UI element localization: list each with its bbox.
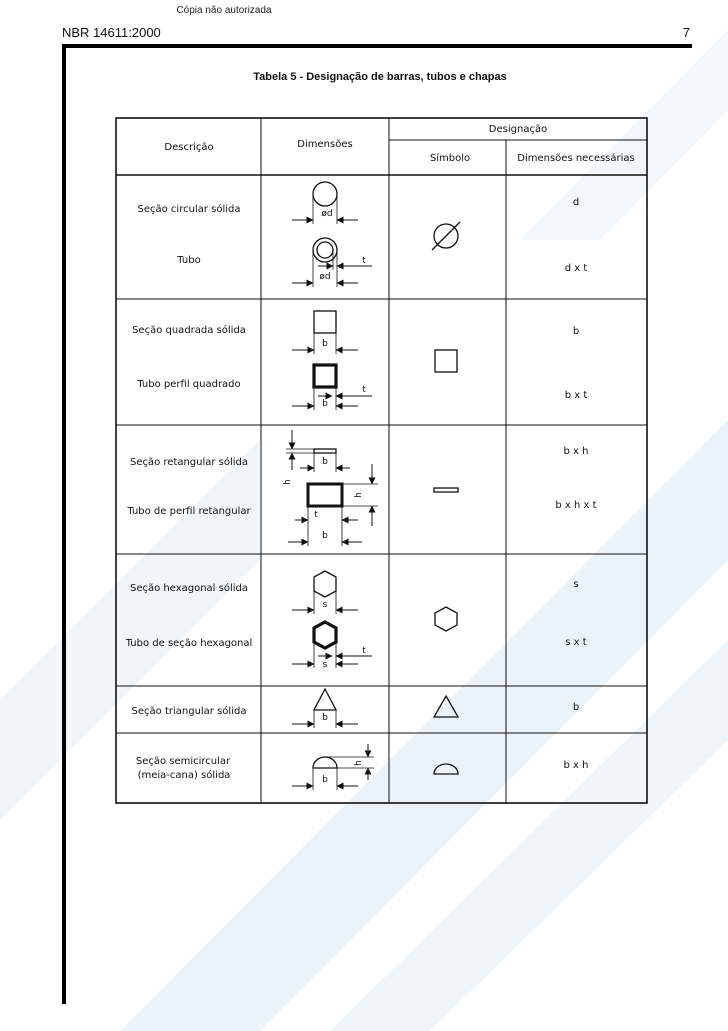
required-dimensions-cell: b x t xyxy=(564,390,588,401)
header-symbol: Símbolo xyxy=(429,153,471,164)
dimension-label: t xyxy=(362,385,366,395)
hexagonal-section-symbol-icon xyxy=(435,607,457,631)
dimension-label: b xyxy=(322,775,328,785)
tube-sketch-icon xyxy=(292,238,372,287)
rectangular-section-sketch-icon xyxy=(286,430,350,472)
dimension-label: b xyxy=(322,399,328,409)
hexagonal-tube-sketch-icon xyxy=(292,622,372,668)
dimension-label: t xyxy=(362,256,366,266)
description-cell: Tubo de seção hexagonal xyxy=(125,638,253,649)
rectangular-tube-sketch-icon xyxy=(288,464,378,546)
square-section-symbol-icon xyxy=(435,350,457,372)
required-dimensions-cell: b x h xyxy=(563,446,589,457)
description-cell: Tubo perfil quadrado xyxy=(137,379,241,390)
required-dimensions-cell: b x h x t xyxy=(555,500,597,511)
dimension-label: t xyxy=(362,646,366,656)
description-cell: Seção circular sólida xyxy=(137,204,241,215)
required-dimensions-cell: d xyxy=(572,197,580,208)
page-number: 7 xyxy=(682,25,690,40)
dimension-label: b xyxy=(322,713,328,723)
description-cell: Seção triangular sólida xyxy=(131,706,247,717)
frame-left-rule xyxy=(62,44,66,1004)
required-dimensions-cell: b xyxy=(572,702,580,713)
dimension-label: b xyxy=(322,457,328,467)
header-description: Descrição xyxy=(164,142,214,153)
dimension-label: ød xyxy=(319,272,331,282)
dimension-label: b xyxy=(322,339,328,349)
required-dimensions-cell: s xyxy=(573,579,579,590)
dimension-label: h xyxy=(283,479,293,485)
triangular-section-symbol-icon xyxy=(434,696,458,717)
header-dimensions: Dimensões xyxy=(297,139,353,150)
description-cell: Seção hexagonal sólida xyxy=(129,583,249,594)
header-designation: Designação xyxy=(488,124,548,135)
required-dimensions-cell: d x t xyxy=(564,263,588,274)
description-cell: Seção quadrada sólida xyxy=(132,325,246,336)
required-dimensions-cell: b x h xyxy=(563,760,589,771)
table-title: Tabela 5 - Designação de barras, tubos e chapas xyxy=(253,71,507,83)
dimension-label: h xyxy=(354,760,364,766)
dimension-label: h xyxy=(354,492,364,498)
copy-notice: Cópia não autorizada xyxy=(176,5,272,16)
dimension-label: ød xyxy=(321,209,333,219)
circular-section-symbol-icon xyxy=(432,222,460,250)
rectangular-section-symbol-icon xyxy=(434,488,458,492)
square-tube-sketch-icon xyxy=(292,365,372,410)
description-cell: Seção retangular sólida xyxy=(129,457,249,468)
description-cell-line2: (meia-cana) sólida xyxy=(137,770,231,781)
standard-code: NBR 14611:2000 xyxy=(62,25,161,40)
required-dimensions-cell: b xyxy=(572,326,580,337)
description-cell: Tubo de perfil retangular xyxy=(127,506,251,517)
required-dimensions-cell: s x t xyxy=(565,637,587,648)
dimension-label: s xyxy=(322,600,328,610)
description-cell: Tubo xyxy=(177,255,201,266)
dimension-label: s xyxy=(322,660,328,670)
dimension-label: b xyxy=(322,531,328,541)
frame-top-rule xyxy=(62,44,692,48)
dimension-label: t xyxy=(314,510,318,520)
semicircular-section-sketch-icon xyxy=(292,744,374,790)
description-cell: Seção semicircular xyxy=(135,756,231,767)
header-required-dimensions: Dimensões necessárias xyxy=(517,153,635,164)
semicircular-section-symbol-icon xyxy=(434,764,458,774)
